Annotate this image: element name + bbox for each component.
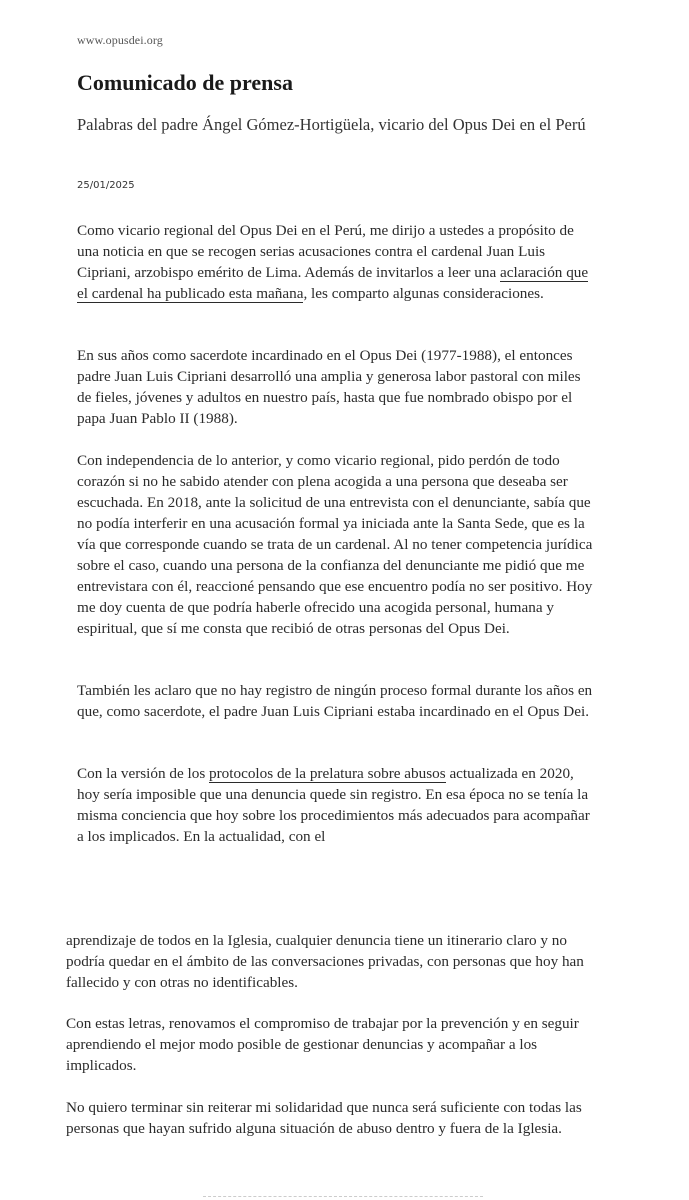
paragraph-1-text-before: Como vicario regional del Opus Dei en el Perú, me dirijo a ustedes a propósito de una noticia en que se recogen serias acusaciones contra el cardenal Juan Luis Cipriani, arzobispo emérito de Lima. Además de invitarlos a leer una	[77, 222, 574, 281]
site-url: www.opusdei.org	[77, 33, 163, 47]
publication-date: 25/01/2025	[77, 180, 135, 191]
abuse-protocols-link[interactable]: protocolos de la prelatura sobre abusos	[209, 765, 446, 782]
cardinal-clarification-link[interactable]: aclaración que el cardenal ha publicado esta mañana	[77, 264, 589, 302]
paragraph-5-text-before: Con la versión de los	[77, 765, 210, 782]
paragraph-6: aprendizaje de todos en la Iglesia, cualquier denuncia tiene un itinerario claro y no podría quedar en el ámbito de las conversaciones privadas, con personas que hoy han fallecido y con otras no identificables.	[66, 932, 584, 991]
paragraph-4: También les aclaro que no hay registro de ningún proceso formal durante los años en que, como sacerdote, el padre Juan Luis Cipriani estaba incardinado en el Opus Dei.	[77, 682, 593, 720]
paragraph-1-text-after: , les comparto algunas consideraciones.	[303, 285, 544, 302]
paragraph-5-text-after: actualizada en 2020, hoy sería imposible que una denuncia quede sin registro. En esa época no se tenía la misma conciencia que hoy sobre los procedimientos más adecuados para acompañar a los implicados. En la actualidad, con el	[77, 765, 590, 845]
paragraph-2: En sus años como sacerdote incardinado en el Opus Dei (1977-1988), el entonces padre Juan Luis Cipriani desarrolló una amplia y generosa labor pastoral con miles de fieles, jóvenes y adultos en nuestro país, hasta que fue nombrado obispo por el papa Juan Pablo II (1988).	[77, 347, 581, 427]
paragraph-1	[77, 220, 597, 304]
page-subtitle: Palabras del padre Ángel Gómez-Hortigüela, vicario del Opus Dei en el Perú	[77, 115, 586, 134]
footer-divider	[203, 1196, 483, 1197]
paragraph-5	[77, 763, 597, 847]
page-title: Comunicado de prensa	[77, 70, 293, 95]
paragraph-7: Con estas letras, renovamos el compromiso de trabajar por la prevención y en seguir aprendiendo el mejor modo posible de gestionar denuncias y acompañar a los implicados.	[66, 1015, 579, 1074]
paragraph-3: Con independencia de lo anterior, y como vicario regional, pido perdón de todo corazón si no he sabido atender con plena acogida a una persona que deseaba ser escuchada. En 2018, ante la solicitud de una entrevista con el denunciante, sabía que no podía interferir en una acusación formal ya iniciada ante la Santa Sede, que es la vía que corresponde cuando se trata de un cardenal. Al no tener competencia jurídica sobre el caso, cuando una persona de la confianza del denunciante me pidió que me entrevistara con él, reaccioné pensando que ese encuentro podía no ser positivo. Hoy me doy cuenta de que podría haberle ofrecido una acogida personal, humana y espiritual, que sí me consta que recibió de otras personas del Opus Dei.	[77, 452, 593, 637]
paragraph-8: No quiero terminar sin reiterar mi solidaridad que nunca será suficiente con todas las personas que hayan sufrido alguna situación de abuso dentro y fuera de la Iglesia.	[66, 1099, 582, 1137]
